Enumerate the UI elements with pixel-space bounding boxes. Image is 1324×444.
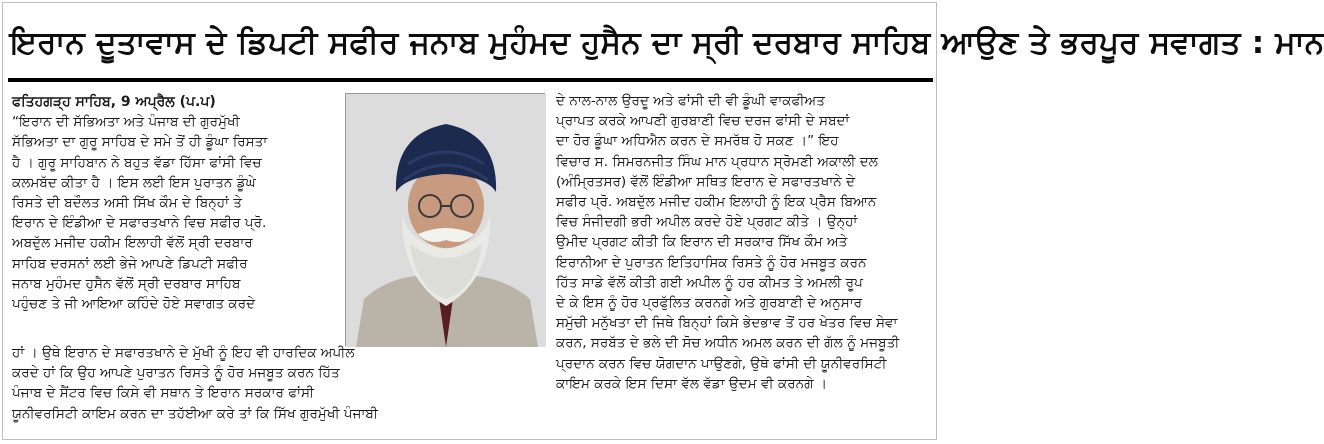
headline-rule	[8, 78, 933, 82]
headline: ਇਰਾਨ ਦੂਤਾਵਾਸ ਦੇ ਡਿਪਟੀ ਸਫੀਰ ਜਨਾਬ ਮੁਹੰਮਦ ਹੁਸੈਨ ਦਾ ਸ੍ਰੀ ਦਰਬਾਰ ਸਾਹਿਬ ਆਉਣ ਤੇ ਭਰਪੂਰ ਸਵਾਗਤ : ਮਾਨ	[10, 25, 1324, 61]
article-column-bottom: ਹਾਂ । ਉਥੇ ਇਰਾਨ ਦੇ ਸਫਾਰਤਖਾਨੇ ਦੇ ਮੁੱਖੀ ਨੂੰ ਇਹ ਵੀ ਹਾਰਦਿਕ ਅਪੀਲ ਕਰਦੇ ਹਾਂ ਕਿ ਉਹ ਆਪਣੇ ਪੁਰਾਤਨ ਰਿਸਤੇ ਨੂੰ ਹੋਰ ਮਜਬੂਤ ਕਰਨ ਹਿੱਤ ਪੰਜਾਬ ਦੇ ਸੈਂਟਰ ਵਿਚ ਕਿਸੇ ਵੀ ਸਥਾਨ ਤੇ ਇਰਾਨ ਸਰਕਾਰ ਫਾਂਸੀ ਯੂਨੀਵਰਸਿਟੀ ਕਾਇਮ ਕਰਨ ਦਾ ਤਹੱਈਆ ਕਰੇ ਤਾਂ ਕਿ ਸਿੱਖ ਗੁਰਮੁੱਖੀ ਪੰਜਾਬੀ	[12, 345, 378, 422]
article-column-left	[12, 92, 342, 314]
article-column-right: ਦੇ ਨਾਲ-ਨਾਲ ਉਰਦੂ ਅਤੇ ਫਾਂਸੀ ਦੀ ਵੀ ਡੂੰਘੀ ਵਾਕਫੀਅਤ ਪ੍ਰਾਪਤ ਕਰਕੇ ਆਪਣੀ ਗੁਰਬਾਣੀ ਵਿਚ ਦਰਜ ਫਾਂਸੀ ਦੇ ਸਬਦਾਂ ਦਾ ਹੋਰ ਡੂੰਘਾ ਅਧਿਐਨ ਕਰਨ ਦੇ ਸਮਰੱਥ ਹੋ ਸਕਣ ।” ਇਹ ਵਿਚਾਰ ਸ. ਸਿਮਰਨਜੀਤ ਸਿੰਘ ਮਾਨ ਪ੍ਰਧਾਨ ਸ੍ਰੋਮਣੀ ਅਕਾਲੀ ਦਲ (ਅੰਮ੍ਰਿਤਸਰ) ਵੱਲੋਂ ਇੰਡੀਆ ਸਥਿਤ ਇਰਾਨ ਦੇ ਸਫਾਰਤਖਾਨੇ ਦੇ ਸਫੀਰ ਪ੍ਰੋ. ਅਬਦੁੱਲ ਮਜੀਦ ਹਕੀਮ ਇਲਾਹੀ ਨੂੰ ਇਕ ਪ੍ਰੈਸ ਬਿਆਨ ਵਿਚ ਸੰਜੀਦਗੀ ਭਰੀ ਅਪੀਲ ਕਰਦੇ ਹੋਏ ਪ੍ਰਗਟ ਕੀਤੇ । ਉਨ੍ਹਾਂ ਉਮੀਦ ਪ੍ਰਗਟ ਕੀਤੀ ਕਿ ਇਰਾਨ ਦੀ ਸਰਕਾਰ ਸਿੱਖ ਕੌਮ ਅਤੇ ਇਰਾਨੀਆ ਦੇ ਪੁਰਾਤਨ ਇਤਿਹਾਸਿਕ ਰਿਸਤੇ ਨੂੰ ਹੋਰ ਮਜਬੂਤ ਕਰਨ ਹਿੱਤ ਸਾਡੇ ਵੱਲੋਂ ਕੀਤੀ ਗਈ ਅਪੀਲ ਨੂੰ ਹਰ ਕੀਮਤ ਤੇ ਅਮਲੀ ਰੂਪ ਦੇ ਕੇ ਇਸ ਨੂੰ ਹੋਰ ਪ੍ਰਫੁੱਲਿਤ ਕਰਨਗੇ ਅਤੇ ਗੁਰਬਾਣੀ ਦੇ ਅਨੁਸਾਰ ਸਮੁੱਚੀ ਮਨੁੱਖਤਾ ਦੀ ਜਿਥੇ ਬਿਨ੍ਹਾਂ ਕਿਸੇ ਭੇਦਭਾਵ ਤੋਂ ਹਰ ਖੇਤਰ ਵਿਚ ਸੇਵਾ ਕਰਨ, ਸਰਬੱਤ ਦੇ ਭਲੇ ਦੀ ਸੋਚ ਅਧੀਨ ਅਮਲ ਕਰਨ ਦੀ ਗੱਲ ਨੂੰ ਮਜਬੂਤੀ ਪ੍ਰਦਾਨ ਕਰਨ ਵਿਚ ਯੋਗਦਾਨ ਪਾਉਣਗੇ, ਉਥੇ ਫਾਂਸੀ ਦੀ ਯੂਨੀਵਰਸਿਟੀ ਕਾਇਮ ਕਰਕੇ ਇਸ ਦਿਸਾ ਵੱਲ ਵੱਡਾ ਉਦਮ ਵੀ ਕਰਨਗੇ ।	[556, 93, 900, 392]
portrait-illustration	[346, 94, 546, 347]
portrait-photo	[345, 93, 545, 346]
dateline: ਫਤਿਹਗੜ੍ਹ ਸਾਹਿਬ, 9 ਅਪ੍ਰੈਲ (ਪ.ਪ)	[12, 94, 216, 110]
article-text-left: “ਇਰਾਨ ਦੀ ਸੱਭਿਅਤਾ ਅਤੇ ਪੰਜਾਬ ਦੀ ਗੁਰਮੁੱਖੀ ਸੱਭਿਅਤਾ ਦਾ ਗੁਰੂ ਸਾਹਿਬ ਦੇ ਸਮੇ ਤੋਂ ਹੀ ਡੂੰਘਾ ਰਿਸਤਾ ਹੈ । ਗੁਰੂ ਸਾਹਿਬਾਨ ਨੇ ਬਹੁਤ ਵੱਡਾ ਹਿੱਸਾ ਫਾਂਸੀ ਵਿਚ ਕਲਮਬੱਦ ਕੀਤਾ ਹੈ । ਇਸ ਲਈ ਇਸ ਪੁਰਾਤਨ ਡੂੰਘੇ ਰਿਸਤੇ ਦੀ ਬਦੌਲਤ ਅਸੀ ਸਿੱਖ ਕੌਮ ਦੇ ਬਿਨ੍ਹਾਂ ਤੇ ਇਰਾਨ ਦੇ ਇੰਡੀਆ ਦੇ ਸਫਾਰਤਖਾਨੇ ਵਿਚ ਸਫੀਰ ਪ੍ਰੋ. ਅਬਦੁੱਲ ਮਜੀਦ ਹਕੀਮ ਇਲਾਹੀ ਵੱਲੋਂ ਸ੍ਰੀ ਦਰਬਾਰ ਸਾਹਿਬ ਦਰਸਨਾਂ ਲਈ ਭੇਜੇ ਆਪਣੇ ਡਿਪਟੀ ਸਫੀਰ ਜਨਾਬ ਮੁਹੰਮਦ ਹੁਸੈਨ ਵੱਲੋਂ ਸ੍ਰੀ ਦਰਬਾਰ ਸਾਹਿਬ ਪਹੁੰਚਣ ਤੇ ਜੀ ਆਇਆ ਕਹਿੰਦੇ ਹੋਏ ਸਵਾਗਤ ਕਰਦੇ	[12, 114, 268, 313]
